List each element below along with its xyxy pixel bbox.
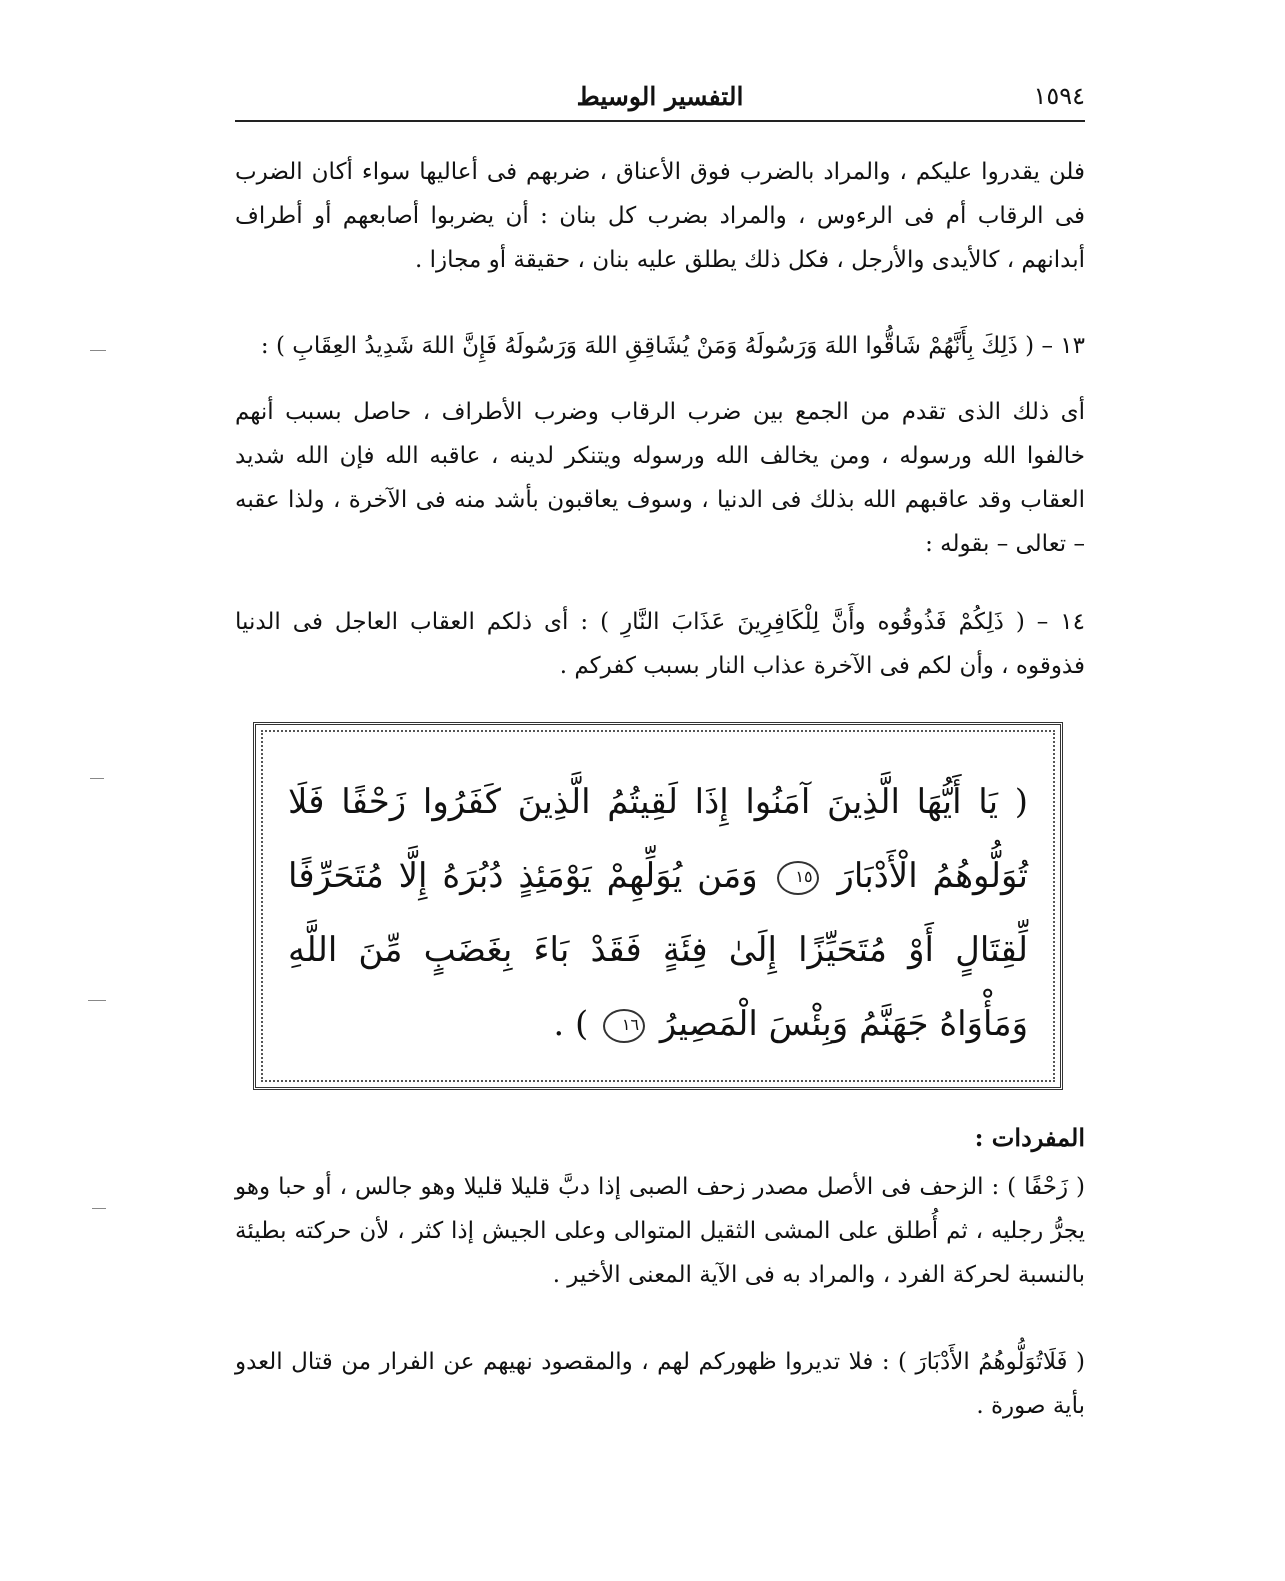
verse-closing: ) . <box>553 1004 589 1044</box>
quran-verse-text <box>288 765 1028 1061</box>
verse-text-part: وَمَن يُوَلِّهِمْ يَوْمَئِذٍ دُبُرَهُ إِلَّا مُتَحَرِّفًا لِّقِتَالٍ أَوْ مُتَحَيِّزًا إِلَىٰ فِئَةٍ فَقَدْ بَاءَ بِغَضَبٍ مِّنَ اللَّهِ وَمَأْوَاهُ جَهَنَّمُ وَبِئْسَ الْمَصِيرُ <box>288 856 1028 1044</box>
book-title: التفسير الوسيط <box>576 82 744 111</box>
vocabulary-heading: المفردات : <box>974 1123 1085 1152</box>
ayah-number-marker: ١٦ <box>603 1009 645 1043</box>
margin-mark <box>90 778 104 779</box>
verse-14-paragraph: ١٤ – ( ذَلِكُمْ فَذُوقُوه وأَنَّ لِلْكَافِرِينَ عَذَابَ النَّارِ ) : أى ذلكم العقاب العاجل فى الدنيا فذوقوه ، وأن لكم فى الآخرة عذاب النار بسبب كفركم . <box>235 609 1085 679</box>
vocabulary-entry: ( زَحْفًا ) : الزحف فى الأصل مصدر زحف الصبى إذا دبَّ قليلا قليلا وهو جالس ، أو حبا وهو يجرُّ رجليه ، ثم أُطلق على المشى الثقيل المتوالى وعلى الجيش إذا كثر ، لأن حركته بطيئة بالنسبة لحركة الفرد ، والمراد به فى الآية المعنى الأخير . <box>235 1174 1085 1288</box>
ayah-number-marker: ١٥ <box>777 861 819 895</box>
margin-mark <box>88 1000 106 1001</box>
commentary-paragraph: فلن يقدروا عليكم ، والمراد بالضرب فوق الأعناق ، ضربهم فى أعاليها سواء أكان الضرب فى الرقاب أم فى الرءوس ، والمراد بضرب كل بنان : أن يضربوا أصابعهم أو أطراف أبدانهم ، كالأيدى والأرجل ، فكل ذلك يطلق عليه بنان ، حقيقة أو مجازا . <box>235 159 1085 273</box>
page-header <box>235 78 1085 122</box>
verse-text-part: ( يَا أَيُّهَا الَّذِينَ آمَنُوا إِذَا لَقِيتُمُ الَّذِينَ كَفَرُوا زَحْفًا فَلَا تُوَلُّوهُمُ الْأَدْبَارَ <box>288 782 1029 896</box>
commentary-paragraph: أى ذلك الذى تقدم من الجمع بين ضرب الرقاب وضرب الأطراف ، حاصل بسبب أنهم خالفوا الله ورسوله ، ومن يخالف الله ورسوله ويتنكر لدينه ، عاقبه الله فإن الله شديد العقاب وقد عاقبهم الله بذلك فى الدنيا ، وسوف يعاقبون بأشد منه فى الآخرة ، ولذا عقبه – تعالى – بقوله : <box>235 399 1085 557</box>
verse-13-heading: ١٣ – ( ذَلِكَ بِأَنَّهُمْ شَاقُّوا اللهَ وَرَسُولَهُ وَمَنْ يُشَاقِقِ اللهَ وَرَسُولَهُ فَإِنَّ اللهَ شَدِيدُ العِقَابِ ) : <box>260 333 1085 359</box>
vocabulary-entry: ( فَلَاتُوَلُّوهُمُ الأَدْبَارَ ) : فلا تديروا ظهوركم لهم ، والمقصود نهيهم عن الفرار من قتال العدو بأية صورة . <box>235 1349 1085 1419</box>
margin-mark <box>90 350 106 351</box>
margin-mark <box>92 1208 106 1209</box>
page-number: ١٥٩٤ <box>1033 82 1085 110</box>
quran-verse-frame <box>253 722 1063 1090</box>
